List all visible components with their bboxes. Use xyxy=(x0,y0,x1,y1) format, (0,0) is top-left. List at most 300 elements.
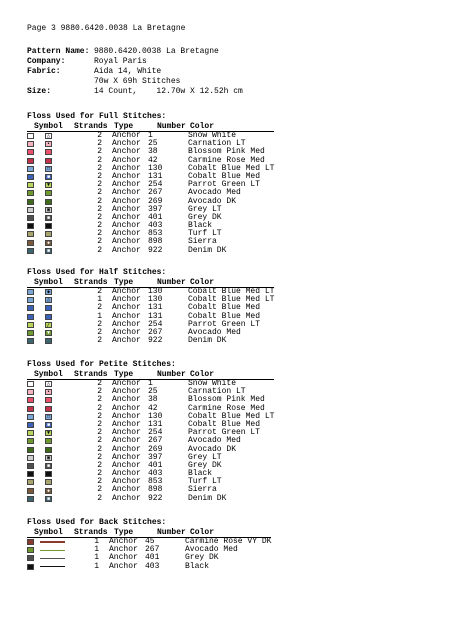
backstitch-line-sample xyxy=(37,558,75,560)
column-header-type: Type xyxy=(114,528,134,537)
backstitch-line-sample xyxy=(37,541,75,543)
color-name-cell: Carmine Rose Med xyxy=(188,155,265,165)
info-value: Royal Paris xyxy=(94,57,147,66)
color-swatch xyxy=(27,166,34,172)
color-swatch xyxy=(27,322,34,328)
color-swatch xyxy=(27,314,34,320)
strands-cell: 2 xyxy=(97,147,102,157)
color-swatch xyxy=(27,539,34,545)
color-swatch xyxy=(27,158,34,164)
color-name-cell: Snow White xyxy=(188,131,237,140)
symbol-glyph: ■ xyxy=(46,422,50,429)
section-title: Floss Used for Half Stitches: xyxy=(27,268,167,277)
color-swatch xyxy=(27,488,34,494)
full-stitches-section xyxy=(27,112,274,255)
strands-cell: 1 xyxy=(97,311,102,321)
symbol-glyph xyxy=(45,199,52,205)
symbol-glyph xyxy=(45,397,52,403)
color-name-cell: Turf LT xyxy=(188,229,222,239)
color-swatch xyxy=(27,149,34,155)
number-cell: 403 xyxy=(148,221,163,231)
type-cell: Anchor xyxy=(112,196,141,206)
color-swatch xyxy=(27,182,34,188)
symbol-glyph xyxy=(45,190,52,196)
floss-row xyxy=(27,495,274,503)
symbol-glyph: ▣ xyxy=(46,454,50,461)
color-swatch xyxy=(27,479,34,485)
symbol-glyph xyxy=(45,447,52,453)
color-name-cell: Avocado DK xyxy=(188,196,237,206)
color-swatch xyxy=(27,190,34,196)
backstitch-line xyxy=(40,566,65,568)
color-swatch xyxy=(27,397,34,403)
type-cell: Anchor xyxy=(112,327,141,337)
color-name-cell: Cobalt Blue Med LT xyxy=(188,411,275,421)
number-cell: 130 xyxy=(148,163,163,173)
strands-cell: 2 xyxy=(97,419,102,429)
type-cell: Anchor xyxy=(112,229,141,239)
color-name-cell: Parrot Green LT xyxy=(188,428,261,438)
table-header xyxy=(27,278,274,287)
color-swatch xyxy=(27,223,34,229)
type-cell: Anchor xyxy=(112,379,141,388)
strands-cell: 1 xyxy=(94,553,99,563)
color-name-cell: Avocado Med xyxy=(185,545,238,555)
strands-cell: 2 xyxy=(97,303,102,313)
symbol-glyph: • xyxy=(46,141,50,148)
strands-cell: 2 xyxy=(97,188,102,198)
color-swatch xyxy=(27,305,34,311)
column-header-number: Number xyxy=(157,122,186,131)
symbol-glyph: ▼ xyxy=(46,182,50,189)
number-cell: 1 xyxy=(148,131,153,140)
type-cell: Anchor xyxy=(109,537,138,546)
color-swatch xyxy=(27,199,34,205)
color-name-cell: Cobalt Blue Med xyxy=(188,311,261,321)
type-cell: Anchor xyxy=(112,131,141,140)
strands-cell: 1 xyxy=(94,545,99,555)
info-label xyxy=(27,77,94,87)
symbol-glyph: ◆ xyxy=(46,289,50,296)
number-cell: 38 xyxy=(148,395,158,405)
symbol-glyph: ■ xyxy=(46,174,50,181)
type-cell: Anchor xyxy=(112,147,141,157)
color-swatch xyxy=(27,438,34,444)
column-header-strands: Strands xyxy=(74,122,108,131)
floss-row xyxy=(27,247,274,255)
symbol-glyph xyxy=(45,231,52,237)
floss-table xyxy=(27,379,274,503)
type-cell: Anchor xyxy=(112,287,141,296)
strands-cell: 2 xyxy=(97,212,102,222)
type-cell: Anchor xyxy=(112,155,141,165)
type-cell: Anchor xyxy=(112,477,141,487)
color-swatch xyxy=(27,141,34,147)
floss-table xyxy=(27,131,274,255)
color-swatch xyxy=(27,297,34,303)
type-cell: Anchor xyxy=(112,319,141,329)
type-cell: Anchor xyxy=(112,139,141,149)
type-cell: Anchor xyxy=(112,411,141,421)
column-header-number: Number xyxy=(157,278,186,287)
number-cell: 898 xyxy=(148,237,163,247)
backstitch-line xyxy=(40,541,65,543)
type-cell: Anchor xyxy=(112,452,141,462)
symbol-glyph: □ xyxy=(46,413,50,420)
column-header-symbol: Symbol xyxy=(34,122,63,131)
color-swatch xyxy=(27,455,34,461)
strands-cell: 2 xyxy=(97,411,102,421)
strands-cell: 2 xyxy=(97,180,102,190)
info-label: Pattern Name: xyxy=(27,47,90,56)
symbol-glyph: ✚ xyxy=(46,239,50,246)
color-name-cell: Blossom Pink Med xyxy=(188,147,265,157)
page-header: Page 3 9880.6420.0038 La Bretagne xyxy=(27,24,186,33)
color-name-cell: Denim DK xyxy=(188,245,227,255)
symbol-glyph xyxy=(45,223,52,229)
color-name-cell: Cobalt Blue Med xyxy=(188,303,261,313)
type-cell: Anchor xyxy=(112,428,141,438)
symbol-glyph: ■ xyxy=(46,462,50,469)
strands-cell: 2 xyxy=(97,204,102,214)
symbol-glyph: ■ xyxy=(46,495,50,502)
color-name-cell: Black xyxy=(185,561,210,571)
strands-cell: 2 xyxy=(97,469,102,479)
color-swatch xyxy=(27,381,34,387)
color-swatch xyxy=(27,231,34,237)
color-name-cell: Grey DK xyxy=(188,460,222,470)
strands-cell: 2 xyxy=(97,379,102,388)
symbol-glyph: △ xyxy=(46,297,50,304)
table-header xyxy=(27,370,274,379)
symbol-glyph xyxy=(45,158,52,164)
number-cell: 922 xyxy=(148,245,163,255)
color-swatch xyxy=(27,430,34,436)
number-cell: 922 xyxy=(148,493,163,503)
strands-cell: 2 xyxy=(97,163,102,173)
floss-table xyxy=(27,287,274,345)
color-name-cell: Cobalt Blue Med LT xyxy=(188,163,275,173)
info-value: 70w X 69h Stitches xyxy=(94,77,181,86)
number-cell: 898 xyxy=(148,485,163,495)
strands-cell: 2 xyxy=(97,237,102,247)
color-swatch xyxy=(27,422,34,428)
strands-cell: 2 xyxy=(97,493,102,503)
color-swatch xyxy=(27,389,34,395)
number-cell: 254 xyxy=(148,319,163,329)
color-name-cell: Cobalt Blue Med LT xyxy=(188,295,275,305)
column-header-symbol: Symbol xyxy=(34,370,63,379)
symbol-glyph xyxy=(45,438,52,444)
number-cell: 267 xyxy=(148,188,163,198)
number-cell: 38 xyxy=(148,147,158,157)
symbol-glyph: △ xyxy=(46,381,50,388)
type-cell: Anchor xyxy=(112,460,141,470)
backstitch-line xyxy=(40,550,65,552)
number-cell: 130 xyxy=(148,411,163,421)
strands-cell: 2 xyxy=(97,319,102,329)
number-cell: 269 xyxy=(148,444,163,454)
color-swatch xyxy=(27,207,34,213)
symbol-glyph: ■ xyxy=(46,214,50,221)
strands-cell: 2 xyxy=(97,485,102,495)
type-cell: Anchor xyxy=(112,469,141,479)
number-cell: 45 xyxy=(145,537,155,546)
strands-cell: 1 xyxy=(94,537,99,546)
color-name-cell: Avocado Med xyxy=(188,436,241,446)
backstitch-line-sample xyxy=(37,566,75,568)
column-header-strands: Strands xyxy=(74,278,108,287)
strands-cell: 2 xyxy=(97,196,102,206)
strands-cell: 2 xyxy=(97,155,102,165)
color-name-cell: Parrot Green LT xyxy=(188,319,261,329)
number-cell: 42 xyxy=(148,403,158,413)
info-row-stitches xyxy=(27,77,243,87)
color-name-cell: Carmine Rose VY DK xyxy=(185,537,272,546)
symbol-glyph: ▣ xyxy=(46,206,50,213)
symbol-glyph xyxy=(45,314,52,320)
symbol-glyph: △ xyxy=(46,133,50,140)
strands-cell: 2 xyxy=(97,428,102,438)
symbol-glyph: ▼ xyxy=(46,330,50,337)
color-name-cell: Parrot Green LT xyxy=(188,180,261,190)
strands-cell: 2 xyxy=(97,171,102,181)
column-header-color: Color xyxy=(190,122,215,131)
strands-cell: 2 xyxy=(97,477,102,487)
type-cell: Anchor xyxy=(112,444,141,454)
color-swatch xyxy=(27,547,34,553)
info-row-fabric xyxy=(27,67,243,77)
column-header-number: Number xyxy=(157,528,186,537)
number-cell: 130 xyxy=(148,287,163,296)
number-cell: 401 xyxy=(148,460,163,470)
strands-cell: 2 xyxy=(97,327,102,337)
type-cell: Anchor xyxy=(112,395,141,405)
type-cell: Anchor xyxy=(112,295,141,305)
strands-cell: 2 xyxy=(97,395,102,405)
symbol-glyph: □ xyxy=(46,165,50,172)
info-row-company xyxy=(27,57,243,67)
color-name-cell: Avocado Med xyxy=(188,327,241,337)
backstitch-line xyxy=(40,558,65,560)
column-header-number: Number xyxy=(157,370,186,379)
column-header-type: Type xyxy=(114,122,134,131)
strands-cell: 2 xyxy=(97,139,102,149)
backstitch-line-sample xyxy=(37,550,75,552)
color-name-cell: Turf LT xyxy=(188,477,222,487)
strands-cell: 2 xyxy=(97,336,102,346)
color-name-cell: Cobalt Blue Med LT xyxy=(188,287,275,296)
type-cell: Anchor xyxy=(112,163,141,173)
type-cell: Anchor xyxy=(112,403,141,413)
column-header-type: Type xyxy=(114,278,134,287)
column-header-color: Color xyxy=(190,370,215,379)
type-cell: Anchor xyxy=(112,171,141,181)
number-cell: 254 xyxy=(148,428,163,438)
back-stitches-section xyxy=(27,518,271,571)
type-cell: Anchor xyxy=(112,180,141,190)
floss-table xyxy=(27,537,271,571)
strands-cell: 2 xyxy=(97,229,102,239)
column-header-color: Color xyxy=(190,528,215,537)
number-cell: 131 xyxy=(148,419,163,429)
strands-cell: 2 xyxy=(97,245,102,255)
color-swatch xyxy=(27,240,34,246)
color-name-cell: Sierra xyxy=(188,237,217,247)
number-cell: 403 xyxy=(148,469,163,479)
color-swatch xyxy=(27,463,34,469)
table-header xyxy=(27,122,274,131)
strands-cell: 2 xyxy=(97,221,102,231)
type-cell: Anchor xyxy=(112,311,141,321)
number-cell: 254 xyxy=(148,180,163,190)
color-name-cell: Black xyxy=(188,469,213,479)
type-cell: Anchor xyxy=(112,485,141,495)
strands-cell: 2 xyxy=(97,403,102,413)
symbol-glyph: ▼ xyxy=(46,430,50,437)
type-cell: Anchor xyxy=(112,221,141,231)
color-swatch xyxy=(27,338,34,344)
number-cell: 397 xyxy=(148,204,163,214)
column-header-type: Type xyxy=(114,370,134,379)
number-cell: 269 xyxy=(148,196,163,206)
type-cell: Anchor xyxy=(112,212,141,222)
type-cell: Anchor xyxy=(112,493,141,503)
number-cell: 403 xyxy=(145,561,160,571)
symbol-glyph: • xyxy=(46,389,50,396)
floss-row xyxy=(27,563,271,571)
number-cell: 401 xyxy=(145,553,160,563)
color-name-cell: Avocado Med xyxy=(188,188,241,198)
color-swatch xyxy=(27,406,34,412)
color-name-cell: Grey DK xyxy=(185,553,219,563)
symbol-glyph xyxy=(45,149,52,155)
strands-cell: 2 xyxy=(97,436,102,446)
color-swatch xyxy=(27,471,34,477)
section-title: Floss Used for Back Stitches: xyxy=(27,518,167,527)
section-title: Floss Used for Full Stitches: xyxy=(27,112,167,121)
number-cell: 25 xyxy=(148,387,158,397)
table-header xyxy=(27,528,271,537)
color-name-cell: Grey LT xyxy=(188,452,222,462)
type-cell: Anchor xyxy=(109,545,138,555)
info-row-pattern-name xyxy=(27,47,243,57)
info-value: 14 Count, 12.70w X 12.52h cm xyxy=(94,87,243,96)
number-cell: 397 xyxy=(148,452,163,462)
type-cell: Anchor xyxy=(112,336,141,346)
column-header-symbol: Symbol xyxy=(34,278,63,287)
info-label: Size: xyxy=(27,87,52,96)
symbol-glyph xyxy=(45,471,52,477)
type-cell: Anchor xyxy=(112,204,141,214)
number-cell: 853 xyxy=(148,477,163,487)
color-name-cell: Carmine Rose Med xyxy=(188,403,265,413)
strands-cell: 2 xyxy=(97,444,102,454)
column-header-strands: Strands xyxy=(74,370,108,379)
strands-cell: 2 xyxy=(97,460,102,470)
type-cell: Anchor xyxy=(112,188,141,198)
type-cell: Anchor xyxy=(112,303,141,313)
number-cell: 853 xyxy=(148,229,163,239)
floss-row xyxy=(27,337,274,345)
number-cell: 130 xyxy=(148,295,163,305)
half-stitches-section xyxy=(27,268,274,345)
info-label: Company: xyxy=(27,57,66,66)
symbol-glyph xyxy=(45,479,52,485)
section-title: Floss Used for Petite Stitches: xyxy=(27,360,176,369)
color-name-cell: Snow White xyxy=(188,379,237,388)
type-cell: Anchor xyxy=(112,419,141,429)
color-swatch xyxy=(27,289,34,295)
color-name-cell: Cobalt Blue Med xyxy=(188,171,261,181)
symbol-glyph xyxy=(45,305,52,311)
type-cell: Anchor xyxy=(109,553,138,563)
color-swatch xyxy=(27,330,34,336)
number-cell: 267 xyxy=(148,327,163,337)
type-cell: Anchor xyxy=(112,387,141,397)
color-name-cell: Denim DK xyxy=(188,336,227,346)
color-swatch xyxy=(27,555,34,561)
color-name-cell: Black xyxy=(188,221,213,231)
number-cell: 131 xyxy=(148,303,163,313)
color-swatch xyxy=(27,564,34,570)
color-swatch xyxy=(27,447,34,453)
column-header-strands: Strands xyxy=(74,528,108,537)
symbol-glyph xyxy=(45,406,52,412)
info-value: Aida 14, White xyxy=(94,67,162,76)
color-name-cell: Blossom Pink Med xyxy=(188,395,265,405)
info-value: 9880.6420.0038 La Bretagne xyxy=(94,47,219,56)
color-name-cell: Carnation LT xyxy=(188,139,246,149)
symbol-glyph xyxy=(45,338,52,344)
symbol-glyph: ╱ xyxy=(46,321,50,328)
color-swatch xyxy=(27,248,34,254)
color-swatch xyxy=(27,496,34,502)
number-cell: 131 xyxy=(148,171,163,181)
color-name-cell: Grey DK xyxy=(188,212,222,222)
number-cell: 1 xyxy=(148,379,153,388)
strands-cell: 2 xyxy=(97,387,102,397)
type-cell: Anchor xyxy=(112,245,141,255)
petite-stitches-section xyxy=(27,360,274,503)
info-row-size xyxy=(27,87,243,97)
number-cell: 267 xyxy=(145,545,160,555)
color-name-cell: Denim DK xyxy=(188,493,227,503)
number-cell: 922 xyxy=(148,336,163,346)
color-swatch xyxy=(27,414,34,420)
number-cell: 25 xyxy=(148,139,158,149)
symbol-glyph: ■ xyxy=(46,247,50,254)
strands-cell: 1 xyxy=(97,295,102,305)
type-cell: Anchor xyxy=(112,436,141,446)
number-cell: 131 xyxy=(148,311,163,321)
color-swatch xyxy=(27,215,34,221)
color-name-cell: Avocado DK xyxy=(188,444,237,454)
type-cell: Anchor xyxy=(112,237,141,247)
number-cell: 267 xyxy=(148,436,163,446)
strands-cell: 2 xyxy=(97,287,102,296)
color-swatch xyxy=(27,133,34,139)
strands-cell: 2 xyxy=(97,131,102,140)
type-cell: Anchor xyxy=(109,561,138,571)
pattern-info xyxy=(27,47,243,97)
info-label: Fabric: xyxy=(27,67,61,76)
strands-cell: 1 xyxy=(94,561,99,571)
column-header-symbol: Symbol xyxy=(34,528,63,537)
color-swatch xyxy=(27,174,34,180)
color-name-cell: Grey LT xyxy=(188,204,222,214)
symbol-glyph: ✚ xyxy=(46,487,50,494)
